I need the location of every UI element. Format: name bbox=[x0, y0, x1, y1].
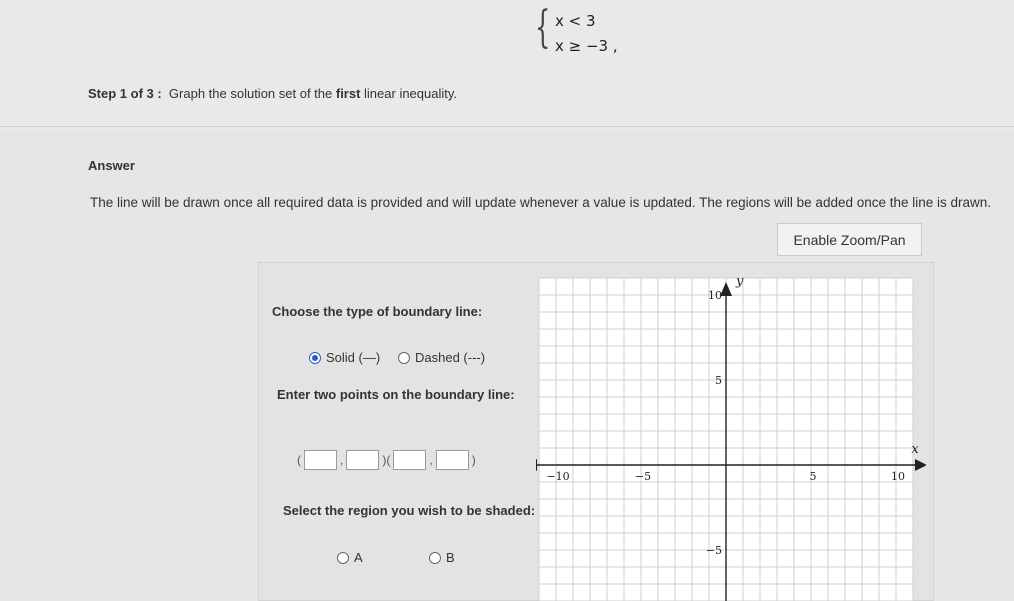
paren-close-2: ) bbox=[471, 453, 476, 467]
paren-open-2: ( bbox=[386, 453, 391, 467]
problem-header bbox=[0, 0, 1014, 130]
section-divider bbox=[0, 126, 1014, 127]
inequality-1: x < 3 bbox=[555, 12, 596, 30]
region-b-label: B bbox=[446, 550, 455, 565]
x-tick-label: 10 bbox=[891, 470, 905, 483]
region-a-label: A bbox=[354, 550, 363, 565]
inequality-system bbox=[535, 2, 655, 55]
system-brace: { bbox=[535, 2, 551, 53]
boundary-points-inputs bbox=[297, 450, 476, 470]
enable-zoom-pan-button[interactable]: Enable Zoom/Pan bbox=[777, 223, 922, 256]
boundary-solid-label: Solid (—) bbox=[326, 350, 381, 365]
graph-info-text: The line will be drawn once all required data is provided and will update whenever a value is updated. The regions will be added once the line is drawn. bbox=[90, 195, 992, 210]
x-axis-arrow-left-icon bbox=[536, 459, 537, 471]
inequality-2 bbox=[555, 37, 618, 55]
step-text-after: linear inequality. bbox=[360, 86, 458, 101]
x-axis-label: x bbox=[911, 442, 919, 457]
paren-close-1: ) bbox=[382, 453, 387, 467]
paren-open-1: ( bbox=[297, 453, 301, 467]
radio-unselected-icon[interactable] bbox=[337, 552, 349, 564]
y-tick-label: 5 bbox=[715, 374, 722, 387]
step-instruction bbox=[88, 86, 457, 101]
inequality-2-text: x ≥ −3 bbox=[555, 37, 609, 55]
inequality-2-punct: , bbox=[612, 37, 618, 55]
y-tick-label: −5 bbox=[705, 544, 722, 557]
boundary-dashed-label: Dashed (---) bbox=[415, 350, 486, 365]
x-axis-arrow-right-icon bbox=[915, 459, 926, 471]
region-label: Select the region you wish to be shaded: bbox=[283, 503, 536, 518]
comma-1: , bbox=[340, 453, 344, 467]
x-tick-label: −10 bbox=[546, 470, 570, 483]
boundary-dashed-radio[interactable] bbox=[398, 350, 485, 365]
answer-heading: Answer bbox=[88, 158, 135, 173]
step-text-bold: first bbox=[335, 86, 361, 101]
point1-y-input[interactable] bbox=[346, 450, 379, 470]
region-b-radio[interactable] bbox=[429, 550, 455, 565]
point1-x-input[interactable] bbox=[304, 450, 337, 470]
point2-y-input[interactable] bbox=[436, 450, 469, 470]
comma-2: , bbox=[429, 453, 433, 467]
boundary-solid-radio[interactable] bbox=[309, 350, 380, 365]
x-tick-label: 5 bbox=[809, 470, 817, 483]
coordinate-graph[interactable] bbox=[536, 270, 926, 601]
y-axis-label: y bbox=[736, 274, 744, 289]
radio-unselected-icon[interactable] bbox=[398, 352, 410, 364]
x-tick-label: −5 bbox=[634, 470, 652, 483]
boundary-points-label: Enter two points on the boundary line: bbox=[277, 387, 515, 402]
step-counter: Step 1 of 3 : bbox=[88, 86, 162, 101]
radio-selected-icon[interactable] bbox=[309, 352, 321, 364]
step-text-before: Graph the solution set of the bbox=[168, 86, 336, 101]
region-a-radio[interactable] bbox=[337, 550, 363, 565]
y-tick-label: 10 bbox=[708, 289, 722, 302]
point2-x-input[interactable] bbox=[393, 450, 426, 470]
radio-unselected-icon[interactable] bbox=[429, 552, 441, 564]
boundary-type-label: Choose the type of boundary line: bbox=[272, 304, 483, 319]
